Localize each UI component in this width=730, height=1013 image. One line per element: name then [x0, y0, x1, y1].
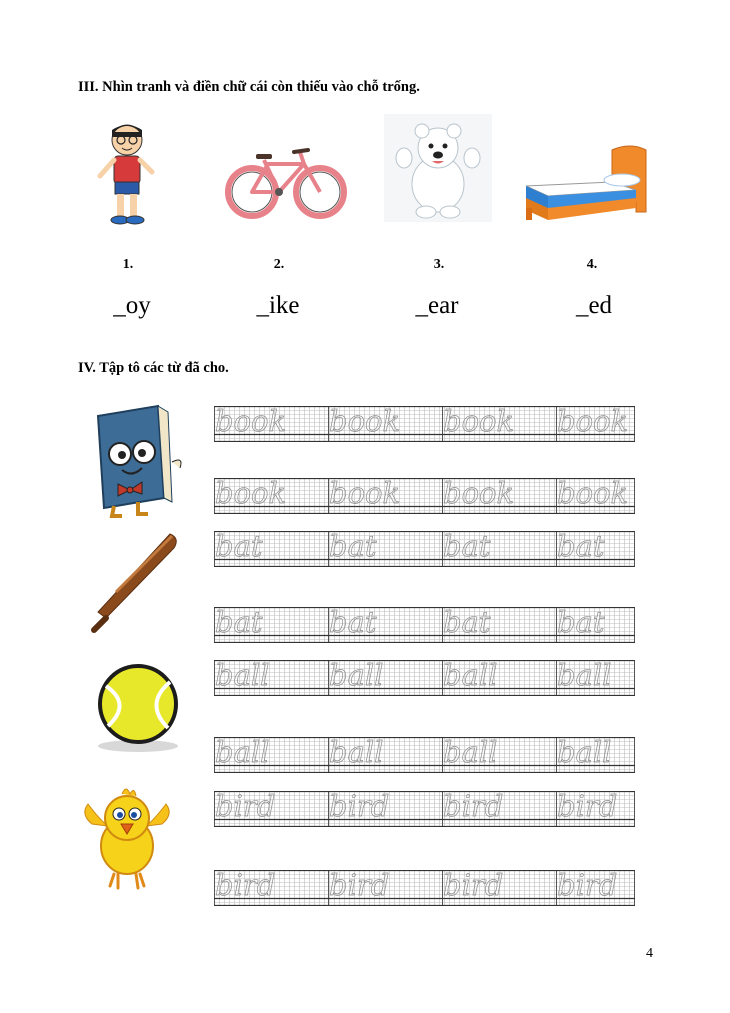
section-3-heading: III. Nhìn tranh và điền chữ cái còn thiếu vào chỗ trống. — [78, 79, 420, 95]
trace-word-ball: ball — [443, 658, 498, 692]
tracing-grid-book-line-2 — [214, 478, 635, 514]
section-4-heading: IV. Tập tô các từ đã cho. — [78, 360, 229, 376]
trace-word-ball: ball — [557, 735, 612, 769]
item-1-word: _oy — [113, 292, 151, 319]
trace-word-book: book — [329, 476, 401, 510]
trace-word-ball: ball — [215, 735, 270, 769]
tracing-grid-ball-line-2 — [214, 737, 635, 773]
trace-word-ball: ball — [557, 658, 612, 692]
trace-word-book: book — [557, 476, 629, 510]
trace-word-book: book — [557, 404, 629, 438]
trace-word-bird: bird — [557, 868, 618, 902]
item-2-word: _ike — [256, 292, 300, 319]
trace-word-ball: ball — [215, 658, 270, 692]
boy-icon — [92, 120, 162, 230]
tracing-grid-bat-line-1 — [214, 531, 635, 567]
trace-word-bat: bat — [557, 605, 605, 639]
trace-word-bat: bat — [329, 529, 377, 563]
trace-word-ball: ball — [329, 735, 384, 769]
item-4-number: 4. — [586, 257, 598, 272]
trace-word-book: book — [443, 476, 515, 510]
trace-word-bird: bird — [557, 789, 618, 823]
bicycle-icon — [224, 146, 348, 222]
trace-word-book: book — [215, 476, 287, 510]
trace-word-bird: bird — [329, 789, 390, 823]
trace-word-book: book — [215, 404, 287, 438]
trace-word-bird: bird — [443, 789, 504, 823]
tracing-grid-book-line-1 — [214, 406, 635, 442]
book-character-icon — [80, 402, 192, 520]
tracing-grid-ball-line-1 — [214, 660, 635, 696]
trace-word-bat: bat — [443, 605, 491, 639]
yellow-bird-icon — [78, 784, 176, 892]
trace-word-bird: bird — [215, 789, 276, 823]
tennis-ball-icon — [92, 662, 184, 754]
page-number: 4 — [646, 946, 653, 961]
trace-word-bird: bird — [443, 868, 504, 902]
item-4-word: _ed — [575, 292, 613, 319]
trace-word-bat: bat — [215, 529, 263, 563]
trace-word-bird: bird — [329, 868, 390, 902]
tracing-grid-bird-line-1 — [214, 791, 635, 827]
item-2-number: 2. — [273, 257, 285, 272]
trace-word-bat: bat — [443, 529, 491, 563]
trace-word-book: book — [443, 404, 515, 438]
trace-word-bat: bat — [329, 605, 377, 639]
trace-word-ball: ball — [329, 658, 384, 692]
tracing-grid-bat-line-2 — [214, 607, 635, 643]
polar-bear-icon — [384, 114, 492, 222]
item-3-number: 3. — [433, 257, 445, 272]
trace-word-bat: bat — [557, 529, 605, 563]
tracing-grid-bird-line-2 — [214, 870, 635, 906]
bed-icon — [518, 142, 650, 222]
trace-word-bat: bat — [215, 605, 263, 639]
trace-word-ball: ball — [443, 735, 498, 769]
item-3-word: _ear — [415, 292, 459, 319]
baseball-bat-icon — [86, 530, 182, 634]
item-1-number: 1. — [122, 257, 134, 272]
trace-word-bird: bird — [215, 868, 276, 902]
trace-word-book: book — [329, 404, 401, 438]
